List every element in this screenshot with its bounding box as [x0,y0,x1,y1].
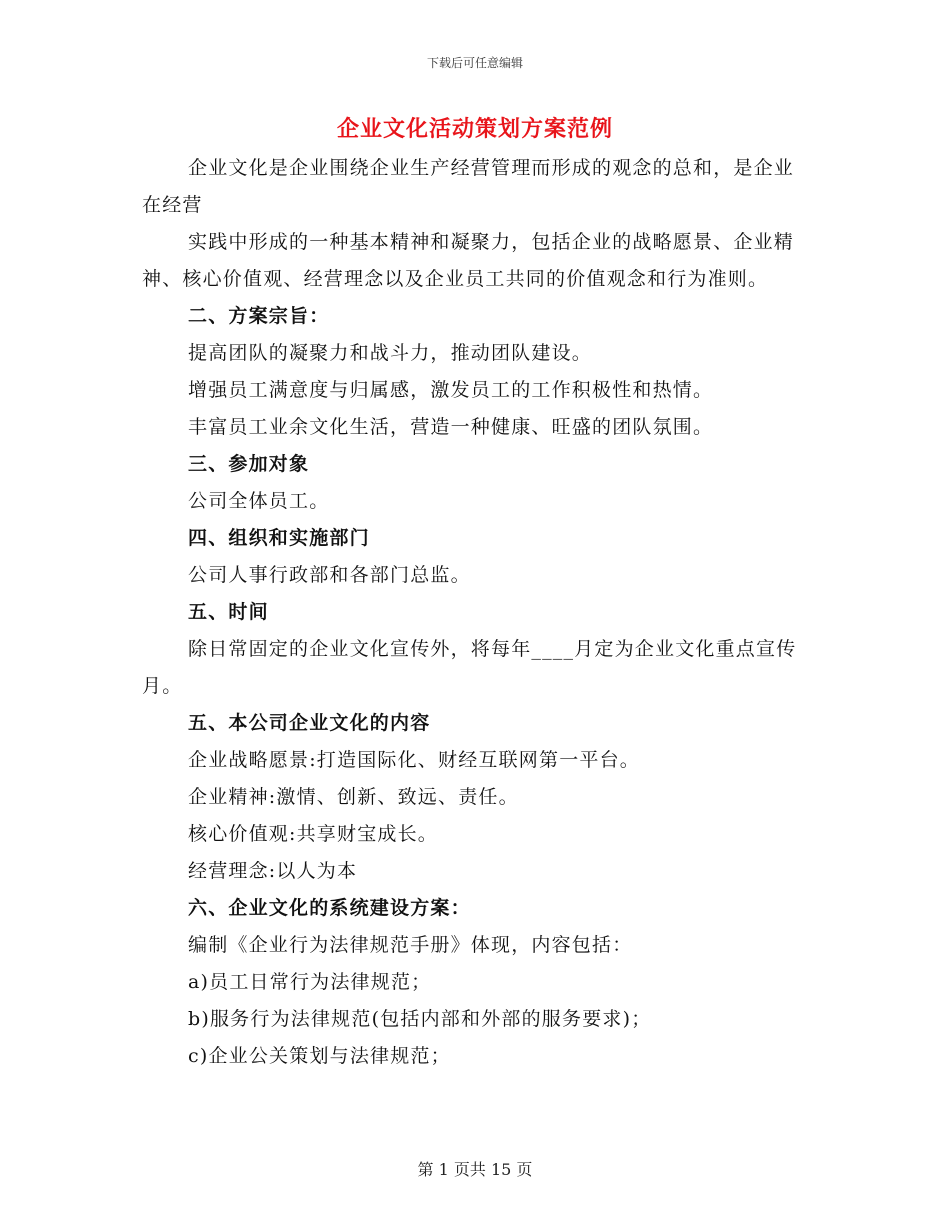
page-footer: 第 1 页共 15 页 [417,1160,533,1179]
paragraph: 企业精神:激情、创新、致远、责任。 [188,786,519,808]
paragraph: 编制《企业行为法律规范手册》体现，内容包括： [188,934,633,956]
section-heading: 二、方案宗旨： [188,305,330,327]
paragraph: 实践中形成的一种基本精神和凝聚力，包括企业的战略愿景、企业精神、核心价值观、经营理念以及企业员工共同的价值观念和行为准则。 [142,231,795,290]
list-item: a)员工日常行为法律规范； [188,971,432,993]
list-item: b)服务行为法律规范(包括内部和外部的服务要求)； [188,1008,652,1030]
section-heading: 三、参加对象 [188,453,310,475]
section-heading: 六、企业文化的系统建设方案： [188,897,471,919]
paragraph: 企业文化是企业围绕企业生产经营管理而形成的观念的总和，是企业在经营 [142,157,795,216]
paragraph: 公司人事行政部和各部门总监。 [188,564,471,586]
header-note: 下载后可任意编辑 [426,56,523,70]
paragraph: 增强员工满意度与归属感，激发员工的工作积极性和热情。 [188,379,714,401]
paragraph: 经营理念:以人为本 [188,860,358,882]
paragraph: 除日常固定的企业文化宣传外，将每年____月定为企业文化重点宣传月。 [142,638,797,697]
paragraph: 提高团队的凝聚力和战斗力，推动团队建设。 [188,342,593,364]
paragraph: 丰富员工业余文化生活，营造一种健康、旺盛的团队氛围。 [188,416,714,438]
section-heading: 五、本公司企业文化的内容 [188,712,431,734]
list-item: c)企业公关策划与法律规范； [188,1045,451,1067]
section-heading: 五、时间 [188,601,269,623]
document-title: 企业文化活动策划方案范例 [336,116,613,142]
paragraph: 核心价值观:共享财宝成长。 [188,823,439,845]
section-heading: 四、组织和实施部门 [188,527,370,549]
paragraph: 公司全体员工。 [188,490,330,512]
document-body [142,150,798,1075]
paragraph: 企业战略愿景:打造国际化、财经互联网第一平台。 [188,749,641,771]
